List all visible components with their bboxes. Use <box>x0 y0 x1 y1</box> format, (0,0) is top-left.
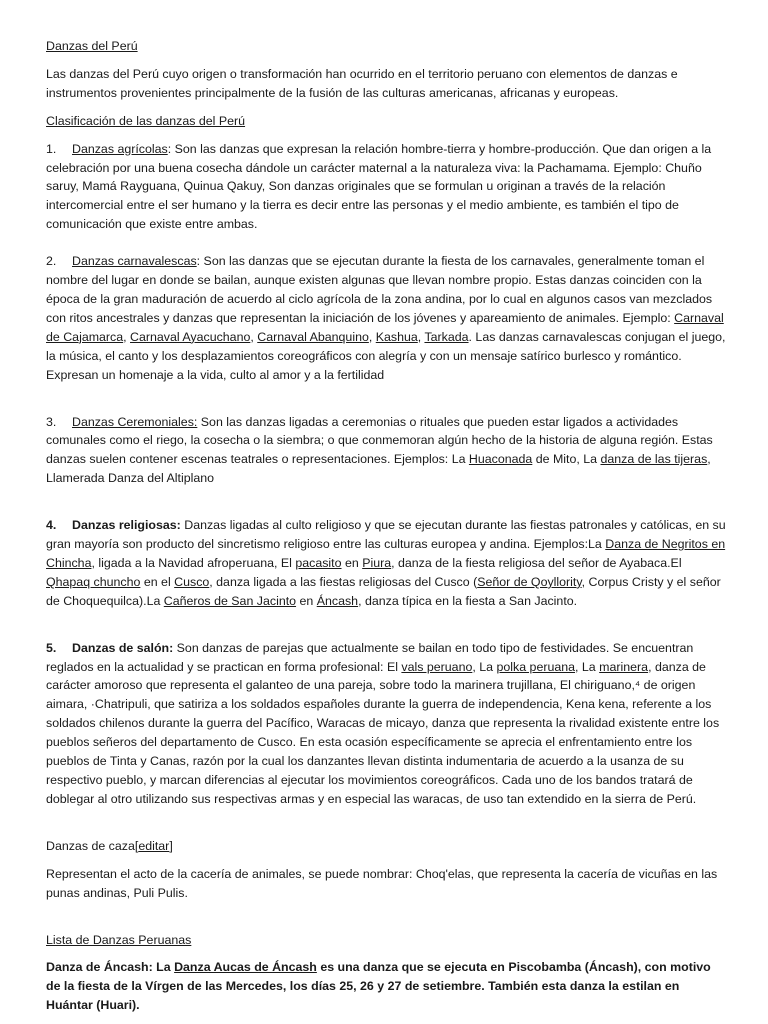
item-text: , La <box>472 659 497 674</box>
item-term: Danzas Ceremoniales: <box>72 414 198 429</box>
link-piura[interactable]: Piura <box>362 555 392 570</box>
item-text: , danza ligada a las fiestas religiosas del Cusco ( <box>209 574 478 589</box>
item-text: , danza típica en la fiesta a San Jacinto. <box>358 593 578 608</box>
item-text: , Llamerada Danza del Altiplano <box>46 452 711 486</box>
link-polka-peruana[interactable]: polka peruana <box>496 659 576 674</box>
item-text: . Las danzas carnavalescas conjugan el juego, la música, el canto y los desplazamientos coreográficos con alegría y con un mensaje satírico burlesco y romántico. Expresan un homenaje a la vida, culto al amor y a la fertilidad <box>46 329 726 382</box>
separator: , <box>123 329 131 344</box>
item-term: Danzas religiosas: <box>72 518 181 533</box>
ancash-label: Danza de Áncash <box>46 960 149 975</box>
page-title: Danzas del Perú <box>46 39 138 53</box>
edit-link[interactable]: editar <box>138 838 170 853</box>
item-religiosas <box>46 516 726 611</box>
link-pacasito[interactable]: pacasito <box>295 555 342 570</box>
lista-title: Lista de Danzas Peruanas <box>46 932 192 947</box>
item-text: , danza de la fiesta religiosa del señor de Ayabaca.El <box>391 555 682 570</box>
link-qhapaq-chuncho[interactable]: Qhapaq chuncho <box>46 574 141 589</box>
item-term: Danzas agrícolas <box>72 141 168 156</box>
item-salon <box>46 639 726 809</box>
ancash-paragraph <box>46 958 726 1015</box>
item-text: : La <box>148 960 175 975</box>
link-ancash[interactable]: Áncash <box>316 593 359 608</box>
item-text: Son las danzas ligadas a ceremonias o rituales que pueden estar ligados a actividades comunales como el riego, la cosecha o la siembra; o que conmemoran algún hecho de la historia de alguna región. Estas danzas suelen contener escenas teatrales o representaciones. Ejemplos: La <box>46 414 713 467</box>
item-number: 5. <box>46 640 57 655</box>
item-ceremoniales <box>46 413 726 489</box>
item-text: en <box>341 555 363 570</box>
item-text: , ligada a la Navidad afroperuana, El <box>91 555 296 570</box>
item-text: Son danzas de parejas que actualmente se bailan en todo tipo de festividades. Se encuentran reglados en la actualidad y se practican en forma profesional: El <box>46 640 694 674</box>
link-carnaval-abanquino[interactable]: Carnaval Abanquino <box>257 329 369 344</box>
caza-heading <box>46 837 726 856</box>
link-aucas-ancash[interactable]: Danza Aucas de Áncash <box>174 960 317 975</box>
item-term: Danzas carnavalescas <box>72 254 197 269</box>
item-number: 4. <box>46 518 57 533</box>
separator: , <box>417 329 425 344</box>
item-text: en <box>296 593 317 608</box>
link-carnaval-cajamarca[interactable]: Carnaval de Cajamarca <box>46 310 724 344</box>
caza-paragraph: Representan el acto de la cacería de animales, se puede nombrar: Choq'elas, que representa la cacería de vicuñas en las punas andinas, Puli Pulis. <box>46 866 718 900</box>
link-kashua[interactable]: Kashua <box>375 329 418 344</box>
link-vals-peruano[interactable]: vals peruano <box>401 659 473 674</box>
item-text: de Mito, La <box>532 452 601 467</box>
classification-title: Clasificación de las danzas del Perú <box>46 113 246 128</box>
link-senor-qoyllority[interactable]: Señor de Qoyllority <box>477 574 582 589</box>
link-marinera[interactable]: marinera <box>599 659 649 674</box>
link-danza-tijeras[interactable]: danza de las tijeras <box>600 452 708 467</box>
item-term: Danzas de salón: <box>72 640 174 655</box>
link-negritos-chincha[interactable]: Danza de Negritos en Chincha <box>46 537 726 570</box>
item-number: 2. <box>46 254 57 269</box>
item-number: 1. <box>46 141 57 156</box>
item-agricolas <box>46 140 726 235</box>
separator: , <box>250 329 258 344</box>
item-text: es una danza que se ejecuta en Piscobamba (Áncash), con motivo de la fiesta de la Vírgen de las Mercedes, los días 25, 26 y 27 de setiembre. También esta danza la estilan en Huántar (Huari). <box>46 960 711 1013</box>
document-page <box>46 37 726 1015</box>
intro-paragraph: Las danzas del Perú cuyo origen o transformación han ocurrido en el territorio peruano con elementos de danzas e instrumentos provenientes principalmente de la fusión de las culturas americanas, africanas y europeas. <box>46 66 678 100</box>
item-number: 3. <box>46 414 57 429</box>
item-text: , La <box>575 659 600 674</box>
bracket-close: ] <box>169 838 173 853</box>
bracket-open: [ <box>134 838 139 853</box>
item-carnavalescas <box>46 252 726 384</box>
item-text: : Son las danzas que expresan la relación hombre-tierra y hombre-producción. Que dan origen a la celebración por una buena cosecha dándole un carácter maternal a la naturaleza viva: la Pachamama. Ejemplo: Chuño saruy, Mamá Rayguana, Quinua Qakuy, Son danzas originales que se formulan u originan a través de la relación intercomercial entre el ser humano y la tierra es decir entre las personas y el medio ambiente, es también el tipo de comunicación que existe entre ambas. <box>46 141 712 232</box>
separator: , <box>368 329 376 344</box>
item-text: , Corpus Cristy y el señor de Choquequilca).La <box>46 574 721 608</box>
link-carnaval-ayacuchano[interactable]: Carnaval Ayacuchano <box>130 329 251 344</box>
link-huaconada[interactable]: Huaconada <box>468 452 533 467</box>
item-text: Danzas ligadas al culto religioso y que se ejecutan durante las fiestas patronales y católicas, en su gran mayoría son producto del sincretismo religioso entre las culturas europea y andina. Ejemplos:La <box>46 518 726 552</box>
item-text: : Son las danzas que se ejecutan durante la fiesta de los carnavales, generalmente toman el nombre del lugar en donde se bailan, aunque existen algunas que llevan nombre propio. Estas danzas coinciden con la época de la gran maduración de acuerdo al ciclo agrícola de la zona andina, por lo cual en algunos casos van mezclados con ritos ancestrales y danzas que representan la iniciación de los jóvenes y apareamiento de animales. Ejemplo: <box>46 254 713 325</box>
link-tarkada[interactable]: Tarkada <box>424 329 469 344</box>
link-caneros-san-jacinto[interactable]: Cañeros de San Jacinto <box>163 593 297 608</box>
item-text: en el <box>140 574 175 589</box>
link-cusco[interactable]: Cusco <box>174 574 210 589</box>
item-text: , danza de carácter amoroso que representa el galanteo de una pareja, sobre todo la marinera trujillana, El chiriguano,⁴ de origen aimara, ·Chatripuli, que satiriza a los soldados españoles durante la guerra de independencia, Kena kena, referente a los soldados chilenos durante la guerra del Pacífico, Waracas de micayo, danza que representa la rivalidad existente entre los pueblos señeros del departamento de Cusco. En esta ocasión específicamente se aprecia el enfrentamiento entre los pueblos de Tinta y Canas, razón por la cual los danzantes llevan distinta indumentaria de acuerdo a la usanza de su respectivo pueblo, y marcan diferencias al ejecutar los movimientos coreográficos. Cada uno de los bandos tratará de doblegar al otro utilizando sus respectivas armas y en especial las waracas, de uso tan extendido en la sierra de Perú. <box>46 659 720 806</box>
caza-title: Danzas de caza <box>46 838 135 853</box>
